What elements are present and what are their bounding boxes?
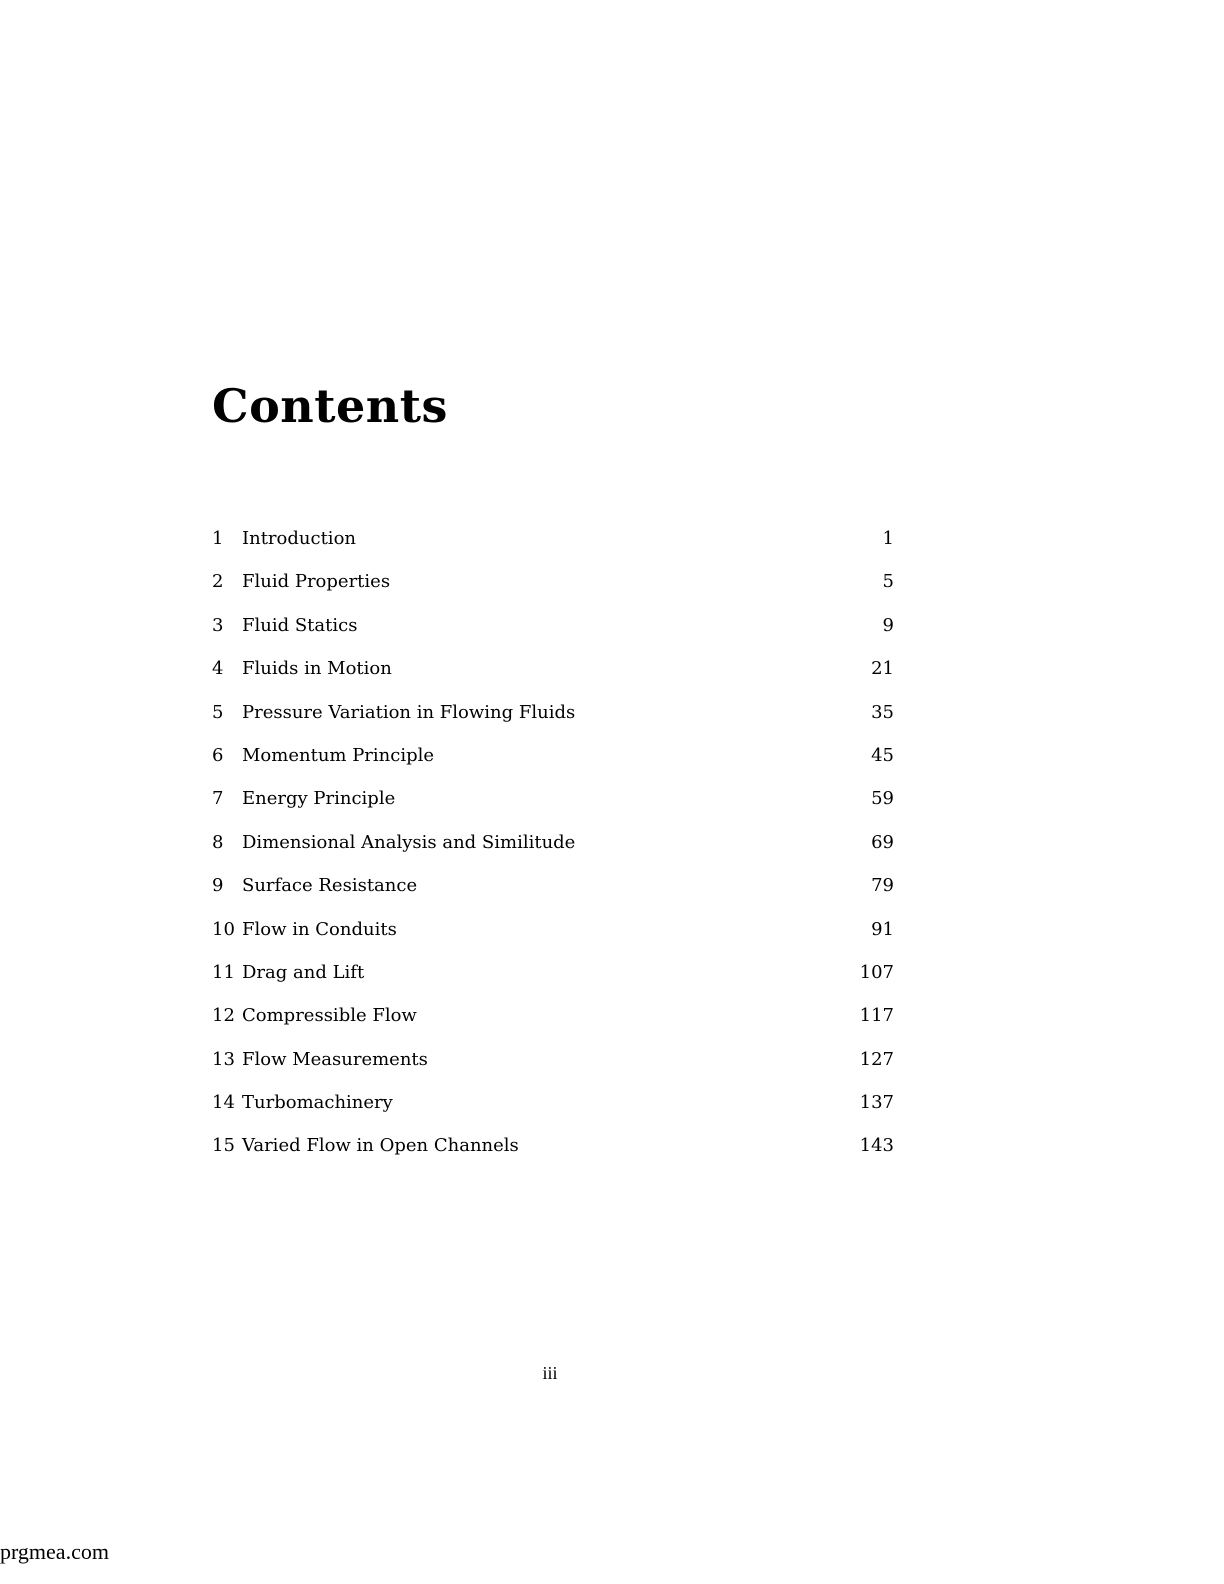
chapter-title: Compressible Flow: [242, 1005, 417, 1027]
chapter-page-number: 107: [859, 961, 894, 983]
toc-entry-14[interactable]: [212, 1086, 894, 1129]
chapter-number: 4: [212, 658, 224, 680]
chapter-page-number: 35: [871, 701, 894, 723]
chapter-page-number: 117: [859, 1005, 894, 1027]
chapter-number: 14: [212, 1092, 235, 1114]
toc-entry-7[interactable]: [212, 782, 894, 825]
toc-entry-4[interactable]: [212, 652, 894, 695]
chapter-page-number: 45: [871, 744, 894, 766]
chapter-number: 7: [212, 788, 224, 810]
chapter-page-number: 127: [859, 1048, 894, 1070]
toc-entry-10[interactable]: [212, 913, 894, 956]
toc-entry-6[interactable]: [212, 739, 894, 782]
chapter-page-number: 9: [882, 614, 894, 636]
chapter-page-number: 21: [871, 658, 894, 680]
toc-entry-12[interactable]: [212, 999, 894, 1042]
toc-entry-13[interactable]: [212, 1043, 894, 1086]
chapter-page-number: 91: [871, 918, 894, 940]
chapter-page-number: 143: [859, 1135, 894, 1157]
toc-entry-15[interactable]: [212, 1129, 894, 1172]
toc-entry-11[interactable]: [212, 956, 894, 999]
chapter-title: Energy Principle: [242, 788, 396, 810]
table-of-contents: [212, 522, 894, 1173]
chapter-title: Pressure Variation in Flowing Fluids: [242, 701, 576, 723]
chapter-number: 3: [212, 614, 224, 636]
toc-entry-9[interactable]: [212, 869, 894, 912]
chapter-number: 2: [212, 571, 224, 593]
toc-entry-2[interactable]: [212, 565, 894, 608]
chapter-title: Fluids in Motion: [242, 658, 392, 680]
chapter-number: 12: [212, 1005, 235, 1027]
chapter-number: 5: [212, 701, 224, 723]
chapter-page-number: 5: [882, 571, 894, 593]
chapter-title: Turbomachinery: [242, 1092, 393, 1114]
chapter-title: Drag and Lift: [242, 961, 365, 983]
chapter-title: Flow in Conduits: [242, 918, 397, 940]
chapter-page-number: 79: [871, 875, 894, 897]
toc-entry-8[interactable]: [212, 826, 894, 869]
chapter-number: 13: [212, 1048, 235, 1070]
chapter-page-number: 137: [859, 1092, 894, 1114]
watermark: prgmea.com: [0, 1539, 109, 1564]
page-title: Contents: [212, 379, 448, 433]
chapter-title: Surface Resistance: [242, 875, 418, 897]
chapter-number: 9: [212, 875, 224, 897]
chapter-number: 8: [212, 831, 224, 853]
chapter-page-number: 69: [871, 831, 894, 853]
chapter-title: Momentum Principle: [242, 744, 435, 766]
page-number: iii: [542, 1363, 558, 1383]
chapter-title: Dimensional Analysis and Similitude: [242, 831, 576, 853]
toc-entry-5[interactable]: [212, 696, 894, 739]
chapter-number: 1: [212, 528, 224, 549]
chapter-title: Flow Measurements: [242, 1048, 428, 1070]
chapter-title: Fluid Statics: [242, 614, 358, 636]
chapter-number: 11: [212, 961, 235, 983]
chapter-number: 10: [212, 918, 235, 940]
chapter-title: Fluid Properties: [242, 571, 391, 593]
chapter-number: 15: [212, 1135, 235, 1157]
toc-entry-1[interactable]: [212, 522, 894, 565]
chapter-number: 6: [212, 744, 224, 766]
chapter-page-number: 59: [871, 788, 894, 810]
chapter-title: Introduction: [242, 528, 356, 549]
chapter-page-number: 1: [882, 528, 894, 549]
toc-entry-3[interactable]: [212, 609, 894, 652]
chapter-title: Varied Flow in Open Channels: [242, 1135, 519, 1157]
